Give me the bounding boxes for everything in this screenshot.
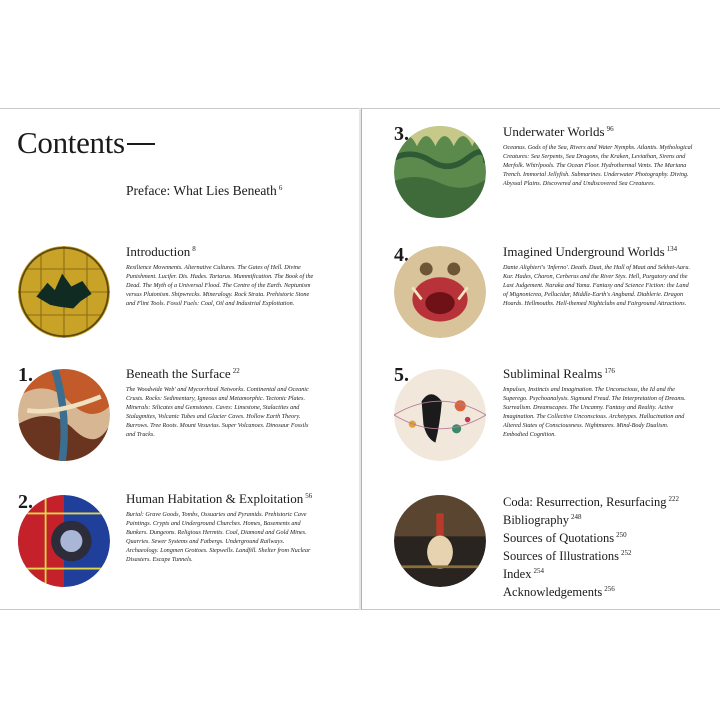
entry-title: Human Habitation & Exploitation bbox=[126, 491, 304, 506]
entry-human-habitation bbox=[126, 491, 316, 564]
entry-description: Oceanus. Gods of the Sea, Rivers and Water Nymphs. Atlantis. Mythological Creatures: Sea Serpents, Sea Dragons, the Kraken, Leviathan, Sirens and Merfolk. Whirlpools. The Ocean Floor. Hydrothermal Vents. The Mariana Trench. Immortal Jellyfish. Submarines. Underwater Photography. Diving. Abyssal Plains. Discovered and Undiscovered Sea Creatures. bbox=[503, 144, 693, 187]
entry-title: Introduction bbox=[126, 244, 191, 259]
back-matter-item: Coda: Resurrection, Resurfacing $^{222}$ bbox=[503, 495, 679, 510]
preface-title: Preface: What Lies Beneath bbox=[126, 183, 277, 198]
back-matter-item: Acknowledgements $^{256}$ bbox=[503, 584, 615, 599]
chapter1-illustration bbox=[18, 369, 110, 461]
entry-page: 176 bbox=[604, 366, 615, 375]
entry-title: Subliminal Realms bbox=[503, 366, 603, 381]
entry-title: Underwater Worlds bbox=[503, 124, 605, 139]
entry-number: 1. bbox=[18, 364, 33, 386]
entry-introduction bbox=[126, 244, 316, 309]
preface-page: 6 bbox=[278, 183, 283, 192]
chapter2-illustration bbox=[18, 495, 110, 587]
entry-number: 3. bbox=[394, 123, 409, 145]
book-gutter bbox=[359, 108, 361, 610]
entry-page: 134 bbox=[666, 244, 678, 253]
back-matter-item: Bibliography $^{248}$ bbox=[503, 512, 582, 528]
chapter4-illustration bbox=[394, 246, 486, 338]
entry-page: 96 bbox=[606, 124, 614, 133]
entry-description: Resilience Movements. Alternative Cultures. The Gates of Hell. Divine Punishment. Lucifer. Dis. Hades. Tartarus. Mummification. The Book of the Dead. The Myth of a Universal Flood. The Centre of the Earth. Neptunism versus Plutonism. Shipwrecks. Mineralogy. Rock Strata. Prehistoric Stone and Flint Tools. Fossil Fuels: Coal, Oil and Industrial Exploitation. bbox=[126, 264, 314, 307]
entry-description: Dante Alighieri's 'Inferno'. Death. Duat, the Hall of Maat and Sekhet-Aaru. Kur. Hades, Charon, Cerberus and the River Styx. Hell, Purgatory and the Last Judgement. Naraka and Yama. Fantasy and Science Fiction: the Land of Mignonicrea, Pellucidar, Middle-Earth's Angband. Diablerie. Dragon Hoards. Hellmouths. Hell-themed Nightclubs and Fairground Attractions. bbox=[503, 264, 691, 307]
entry-beneath-the-surface bbox=[126, 366, 316, 439]
entry-description: Burial: Grave Goods, Tombs, Ossuaries and Pyramids. Prehistoric Cave Paintings. Crypts and Underground Churches. Homes, Basements and Bunkers. Dungeons. Religious Hermits. Coal, Diamond and Gold Mines. Quarries. Sewer Systems and Fatbergs. Underground Railways. Archaeology. Longmen Grottoes. Stepwells. Landfill. Shelter from Nuclear Disasters. Escape Tunnels. bbox=[126, 511, 311, 563]
entry-number: 5. bbox=[394, 364, 409, 386]
back-matter-item: Index $^{254}$ bbox=[503, 566, 544, 581]
entry-subliminal-realms bbox=[503, 366, 693, 439]
entry-underwater-worlds bbox=[503, 124, 693, 189]
entry-title: Beneath the Surface bbox=[126, 366, 231, 381]
entry-page: 22 bbox=[232, 366, 240, 375]
back-matter-item: Sources of Quotations $^{250}$ bbox=[503, 530, 627, 546]
entry-title: Imagined Underground Worlds bbox=[503, 244, 665, 259]
contents-heading: Contents bbox=[17, 125, 155, 161]
intro-illustration bbox=[18, 246, 110, 338]
chapter3-illustration bbox=[394, 126, 486, 218]
back-matter-item: Sources of Illustrations $^{252}$ bbox=[503, 548, 632, 564]
entry-page: 8 bbox=[192, 244, 196, 253]
entry-page: 56 bbox=[305, 491, 313, 500]
entry-description: Impulses, Instincts and Imagination. The Unconscious, the Id and the Superego. Psychoanalysis. Sigmund Freud. The Interpretation of Dreams. Surrealism. Dreamscapes. The Uncanny. Fantasy and Reality. Active Imagination. The Collective Unconscious. Archetypes. Hallucination and Altered States of Consciousness. Nightmares. Mind-Body Dualism. Embodied Cognition. bbox=[503, 386, 686, 438]
entry-number: 2. bbox=[18, 491, 33, 513]
entry-description: The Woodwide Web' and Mycorrhizal Networks. Continental and Oceanic Crusts. Rocks: Sedimentary, Igneous and Metamorphic. Tectonic Plates. Minerals: Silicates and Gemstones. Caves: Limestone, Stalactites and Stalagmites, Volcanic Tubes and Glacier Caves. Hollow Earth Theory. Burrows. Tree Roots. Mount Vesuvius. Super Volcanoes. Dinosaur Fossils and Tracks. bbox=[126, 386, 309, 438]
entry-imagined-underground-worlds bbox=[503, 244, 693, 309]
entry-number: 4. bbox=[394, 244, 409, 266]
coda-illustration bbox=[394, 495, 486, 587]
preface-entry bbox=[126, 183, 282, 199]
chapter5-illustration bbox=[394, 369, 486, 461]
back-matter-list bbox=[503, 492, 679, 600]
heading-dash bbox=[127, 143, 155, 144]
